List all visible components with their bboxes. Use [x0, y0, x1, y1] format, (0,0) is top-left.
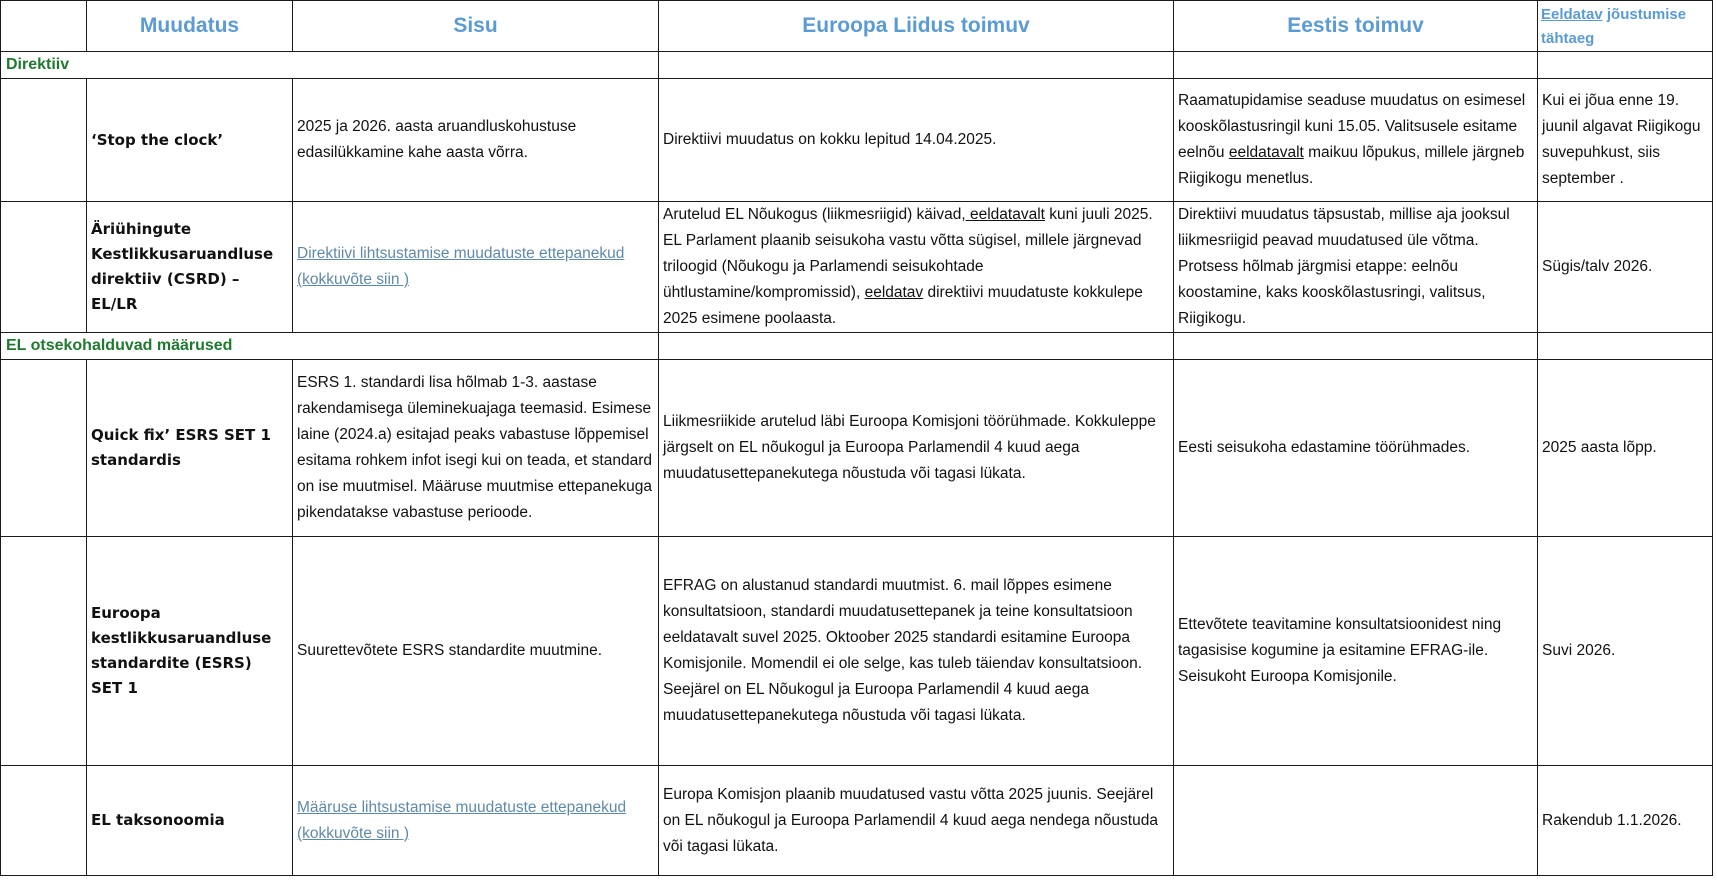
header-sisu[interactable]: Sisu	[293, 1, 659, 52]
cell-muudatus[interactable]: Euroopa kestlikkusaruandluse standardite (ESRS) SET 1	[87, 537, 293, 766]
cell-tahtaeg[interactable]: Suvi 2026.	[1538, 537, 1713, 766]
row-empty-cell[interactable]	[1, 202, 87, 333]
table-row	[1, 79, 1713, 202]
row-empty-cell[interactable]	[1, 360, 87, 537]
cell-tahtaeg[interactable]: Kui ei jõua enne 19. juunil algavat Riigikogu suvepuhkust, siis september .	[1538, 79, 1713, 202]
table-row	[1, 202, 1713, 333]
cell-eestis[interactable]	[1174, 766, 1538, 876]
cell-euroopa[interactable]: EFRAG on alustanud standardi muutmist. 6. mail lõppes esimene konsultatsioon, standardi muudatusettepanek ja teine konsultatsioon eeldatavalt suvel 2025. Oktoober 2025 standardi esitamine Euroopa Komisjonile. Momendil ei ole selge, kas tuleb täiendav konsultatsioon. Seejärel on EL Nõukogul ja Euroopa Parlamendil 4 kuud aega muudatusettepanekutega nõustuda või tagasi lükata.	[659, 537, 1174, 766]
cell-tahtaeg[interactable]: Rakendub 1.1.2026.	[1538, 766, 1713, 876]
table-row	[1, 360, 1713, 537]
cell-tahtaeg[interactable]: 2025 aasta lõpp.	[1538, 360, 1713, 537]
cell-euroopa[interactable]	[659, 202, 1174, 333]
section-empty-cell[interactable]	[1538, 333, 1713, 360]
cell-eestis[interactable]: Direktiivi muudatus täpsustab, millise aja jooksul liikmesriigid peavad muudatused üle võtma. Protsess hõlmab järgmisi etappe: eelnõu koostamine, kaks kooskõlastusringi, valitsus, Riigikogu.	[1174, 202, 1538, 333]
header-tahtaeg[interactable]	[1538, 1, 1713, 52]
cell-sisu[interactable]: 2025 ja 2026. aasta aruandluskohustuse edasilükkamine kahe aasta võrra.	[293, 79, 659, 202]
header-euroopa[interactable]: Euroopa Liidus toimuv	[659, 1, 1174, 52]
section-empty-cell[interactable]	[1538, 52, 1713, 79]
cell-euroopa[interactable]: Direktiivi muudatus on kokku lepitud 14.04.2025.	[659, 79, 1174, 202]
cell-text: maikuu lõpukus, millele järgneb Riigikogu menetlus.	[1178, 144, 1525, 187]
cell-text: direktiivi muudatuste kokkulepe 2025 esimene poolaasta.	[663, 284, 1143, 327]
cell-eestis[interactable]: Eesti seisukoha edastamine töörühmades.	[1174, 360, 1538, 537]
cell-sisu[interactable]: Suurettevõtete ESRS standardite muutmine.	[293, 537, 659, 766]
section-empty-cell[interactable]	[293, 333, 659, 360]
cell-sisu[interactable]: ESRS 1. standardi lisa hõlmab 1-3. aastase rakendamisega üleminekuajaga teemasid. Esimese laine (2024.a) esitajad peaks vabastuse lõppemisel esitama rohkem infot isegi kui on teada, et standard on ise muutmisel. Määruse muutmise ettepanekuga pikendatakse vabastuse perioode.	[293, 360, 659, 537]
cell-muudatus[interactable]: ‘Stop the clock’	[87, 79, 293, 202]
cell-euroopa[interactable]: Europa Komisjon plaanib muudatused vastu võtta 2025 juunis. Seejärel on EL nõukogul ja Euroopa Parlamendil 4 kuud aega nendega nõustuda või tagasi lükata.	[659, 766, 1174, 876]
cell-muudatus[interactable]: Äriühingute Kestlikkusaruandluse direktiiv (CSRD) – EL/LR	[87, 202, 293, 333]
section-empty-cell[interactable]	[659, 52, 1174, 79]
cell-text: kuni juuli 2025. EL Parlament plaanib seisukoha vastu võtta sügisel, millele järgnevad triloogid (Nõukogu ja Parlamendi seisukohtade ühtlustamine/kompromissid),	[663, 206, 1153, 301]
summary-link[interactable]: Direktiivi lihtsustamise muudatuste ettepanekud (kokkuvõte siin )	[297, 245, 625, 288]
header-tahtaeg-text: jõustumise tähtaeg	[1541, 6, 1687, 47]
header-empty-cell[interactable]	[1, 1, 87, 52]
cell-eestis[interactable]: Ettevõtete teavitamine konsultatsioonidest ning tagasisise kogumine ja esitamine EFRAG-ile. Seisukoht Euroopa Komisjonile.	[1174, 537, 1538, 766]
cell-euroopa[interactable]: Liikmesriikide arutelud läbi Euroopa Komisjoni töörühmade. Kokkuleppe järgselt on EL nõukogul ja Euroopa Parlamendil 4 kuud aega muudatusettepanekutega nõustuda või tagasi lükata.	[659, 360, 1174, 537]
row-empty-cell[interactable]	[1, 79, 87, 202]
row-empty-cell[interactable]	[1, 766, 87, 876]
section-empty-cell[interactable]	[293, 52, 659, 79]
cell-sisu[interactable]	[293, 202, 659, 333]
row-empty-cell[interactable]	[1, 537, 87, 766]
cell-underlined-text: eeldatavalt	[965, 206, 1045, 223]
section-empty-cell[interactable]	[1174, 333, 1538, 360]
summary-link[interactable]: Määruse lihtsustamise muudatuste ettepanekud (kokkuvõte siin )	[297, 798, 627, 842]
header-eestis[interactable]: Eestis toimuv	[1174, 1, 1538, 52]
cell-muudatus[interactable]: Quick fix’ ESRS SET 1 standardis	[87, 360, 293, 537]
cell-eestis[interactable]	[1174, 79, 1538, 202]
table-row	[1, 766, 1713, 876]
cell-underlined-text: eeldatav	[864, 284, 924, 301]
header-row	[1, 1, 1713, 52]
cell-text: Raamatupidamise seaduse muudatus on esimesel kooskõlastusringil kuni 15.05. Valitsusele esitame eelnõu	[1178, 92, 1526, 161]
section-empty-cell[interactable]	[1174, 52, 1538, 79]
cell-underlined-text: eeldatavalt	[1228, 144, 1304, 161]
section-empty-cell[interactable]	[659, 333, 1174, 360]
section-row-maarused	[1, 333, 1713, 360]
header-tahtaeg-link[interactable]: Eeldatav	[1541, 6, 1603, 23]
section-label-direktiiv[interactable]: Direktiiv	[1, 52, 293, 79]
cell-text: Arutelud EL Nõukogus (liikmesriigid) käivad,	[663, 206, 966, 223]
header-muudatus[interactable]: Muudatus	[87, 1, 293, 52]
section-label-maarused[interactable]: EL otsekohalduvad määrused	[1, 333, 293, 360]
cell-muudatus[interactable]: EL taksonoomia	[87, 766, 293, 876]
table-row	[1, 537, 1713, 766]
cell-sisu[interactable]	[293, 766, 659, 876]
section-row-direktiiv	[1, 52, 1713, 79]
cell-tahtaeg[interactable]: Sügis/talv 2026.	[1538, 202, 1713, 333]
